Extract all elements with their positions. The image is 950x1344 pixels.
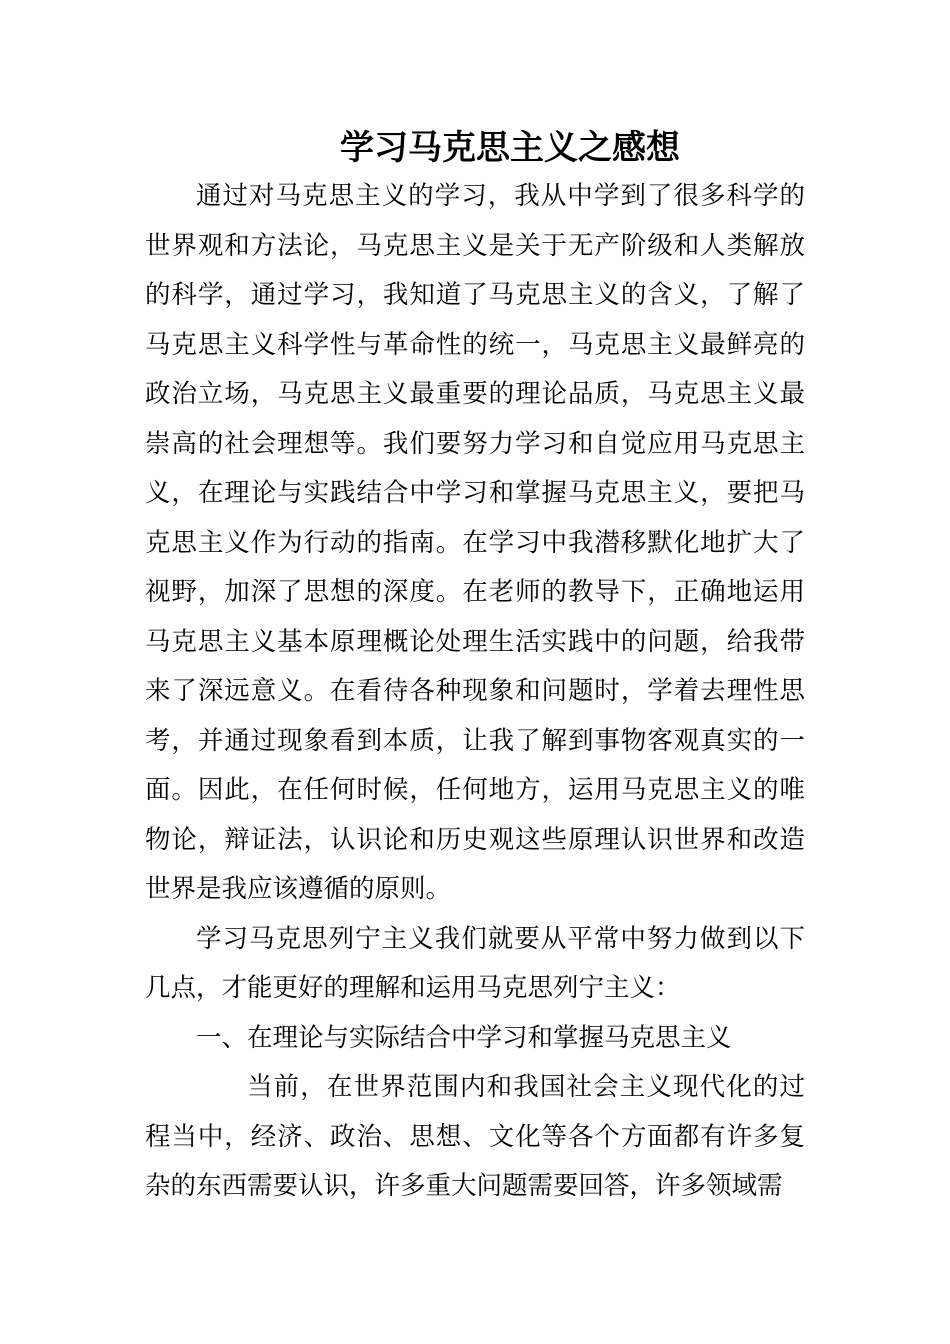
document-title: 学习马克思主义之感想 [340, 128, 680, 168]
document-body [145, 172, 805, 1212]
section-paragraph: 当前，在世界范围内和我国社会主义现代化的过程当中，经济、政治、思想、文化等各个方面都有许多复杂的东西需要认识，许多重大问题需要回答，许多领域需 [145, 1072, 805, 1201]
paragraph-1: 通过对马克思主义的学习，我从中学到了很多科学的世界观和方法论，马克思主义是关于无产阶级和人类解放的科学，通过学习，我知道了马克思主义的含义，了解了马克思主义科学性与革命性的统一，马克思主义最鲜亮的政治立场，马克思主义最重要的理论品质，马克思主义最崇高的社会理想等。我们要努力学习和自觉应用马克思主义，在理论与实践结合中学习和掌握马克思主义，要把马克思主义作为行动的指南。在学习中我潜移默化地扩大了视野，加深了思想的深度。在老师的教导下，正确地运用马克思主义基本原理概论处理生活实践中的问题，给我带来了深远意义。在看待各种现象和问题时，学着去理性思考，并通过现象看到本质，让我了解到事物客观真实的一面。因此，在任何时候，任何地方，运用马克思主义的唯物论，辩证法，认识论和历史观这些原理认识世界和改造世界是我应该遵循的原则。 [145, 181, 805, 904]
paragraph-2: 学习马克思列宁主义我们就要从平常中努力做到以下几点，才能更好的理解和运用马克思列宁主义： [145, 923, 805, 1003]
section-heading: 一、在理论与实际结合中学习和掌握马克思主义 [196, 1022, 732, 1053]
